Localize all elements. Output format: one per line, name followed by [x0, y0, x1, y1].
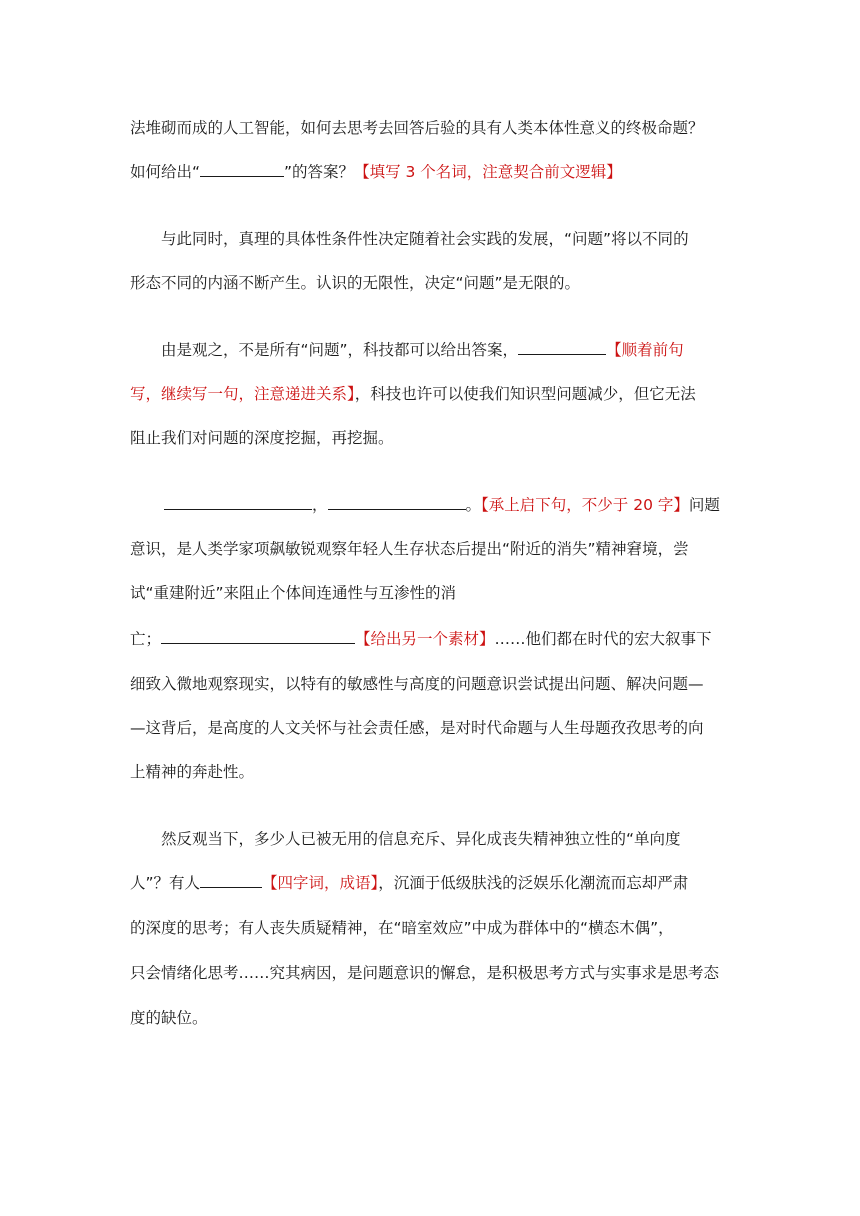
p4-line4: [130, 629, 712, 649]
p3-line1: [161, 340, 684, 360]
blank-three-nouns[interactable]: [200, 162, 284, 177]
p5-line1: 然反观当下，多少人已被无用的信息充斥、异化成丧失精神独立性的“单向度: [161, 830, 681, 848]
blank-transition-part2[interactable]: [328, 495, 466, 510]
p3-instruction-a: 【顺着前句: [606, 341, 684, 359]
p4-instruction-b: 【给出另一个素材】: [355, 630, 495, 648]
p1-text-b: ”的答案？: [284, 163, 355, 181]
p3-text-b: ，科技也许可以使我们知识型问题减少，但它无法: [354, 385, 696, 403]
p4-line2: 意识，是人类学家项飙敏锐观察年轻人生存状态后提出“附近的消失”精神窘境，尝: [130, 540, 689, 558]
p4-text-b: 问题: [688, 496, 720, 514]
p4-line6: —这背后，是高度的人文关怀与社会责任感，是对时代命题与人生母题孜孜思考的向: [130, 719, 704, 737]
p4-instruction-a: 【承上启下句，不少于 20 字】: [481, 496, 689, 514]
blank-another-material[interactable]: [161, 629, 355, 644]
p4-text-c: 亡；: [130, 630, 162, 648]
p5-instruction: 【四字词，成语】: [262, 874, 379, 892]
p1-instruction: 【填写 3 个名词，注意契合前文逻辑】: [354, 163, 622, 181]
p5-text-a: 人”？有人: [130, 874, 201, 892]
p3-line3: 阻止我们对问题的深度挖掘，再挖掘。: [130, 429, 394, 447]
p3-line2: [130, 384, 696, 404]
p2-line1: 与此同时，真理的具体性条件性决定随着社会实践的发展，“问题”将以不同的: [161, 230, 689, 248]
p4-line3: 试“重建附近”来阻止个体间连通性与互渗性的消: [130, 584, 457, 602]
p4-line5: 细致入微地观察现实，以特有的敏感性与高度的问题意识尝试提出问题、解决问题—: [130, 675, 704, 693]
p3-instruction-b: 写，继续写一句，注意递进关系】: [130, 385, 355, 403]
p4-text-d: ……他们都在时代的宏大叙事下: [494, 630, 712, 648]
p1-line1: 法堆砌而成的人工智能，如何去思考去回答后验的具有人类本体性意义的终极命题？: [130, 119, 704, 137]
p1-line2: [130, 162, 622, 182]
p1-text-a: 如何给出“: [130, 163, 201, 181]
p3-text-a: 由是观之，不是所有“问题”，科技都可以给出答案，: [161, 341, 519, 359]
p5-line5: 度的缺位。: [130, 1009, 208, 1027]
blank-four-character-idiom[interactable]: [200, 873, 262, 888]
p5-text-b: ，沉湎于低级肤浅的泛娱乐化潮流而忘却严肃: [378, 874, 689, 892]
p4-comma: ，: [312, 496, 328, 514]
blank-continue-sentence[interactable]: [518, 340, 606, 355]
blank-transition-part1[interactable]: [164, 495, 312, 510]
p4-line1: [164, 495, 720, 515]
p5-line4: 只会情绪化思考……究其病因，是问题意识的懈怠，是积极思考方式与实事求是思考态: [130, 964, 720, 982]
p4-line7: 上精神的奔赴性。: [130, 763, 255, 781]
p5-line3: 的深度的思考；有人丧失质疑精神，在“暗室效应”中成为群体中的“横态木偶”，: [130, 919, 674, 937]
p2-line2: 形态不同的内涵不断产生。认识的无限性，决定“问题”是无限的。: [130, 274, 581, 292]
p4-period: 。: [465, 496, 482, 514]
p5-line2: [130, 873, 688, 893]
